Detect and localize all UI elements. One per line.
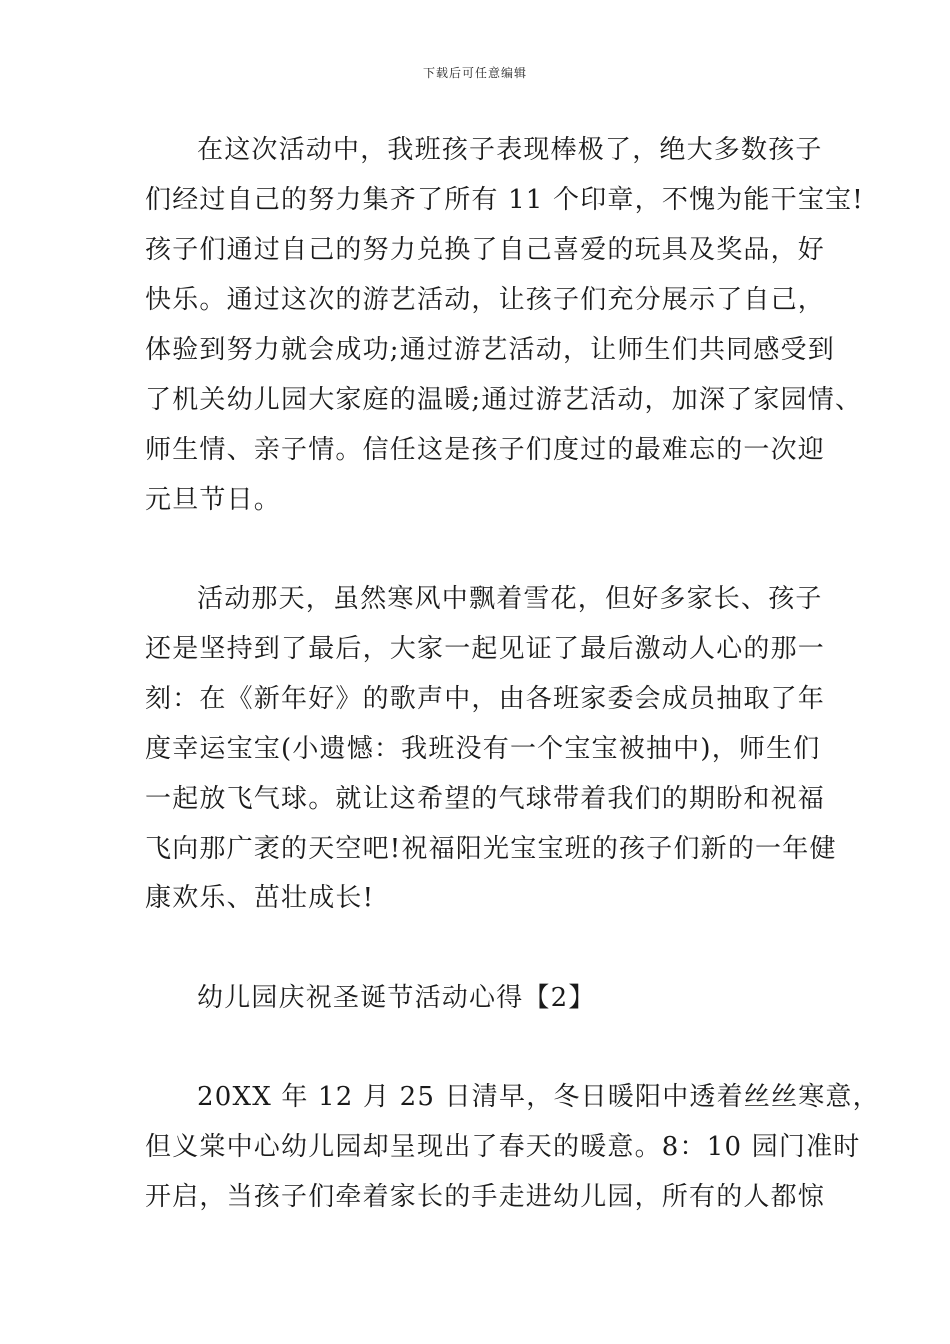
paragraph2-line: 还是坚持到了最后，大家一起见证了最后激动人心的那一 <box>145 634 826 664</box>
paragraph1-line: 们经过自己的努力集齐了所有 11 个印章，不愧为能干宝宝! <box>145 185 864 215</box>
paragraph2-line: 一起放飞气球。就让这希望的气球带着我们的期盼和祝福 <box>145 784 826 814</box>
paragraph1-line: 体验到努力就会成功;通过游艺活动，让师生们共同感受到 <box>145 335 835 365</box>
paragraph1-line: 孩子们通过自己的努力兑换了自己喜爱的玩具及奖品，好 <box>145 235 826 265</box>
header-note: 下载后可任意编辑 <box>422 66 527 80</box>
paragraph1-line: 在这次活动中，我班孩子表现棒极了，绝大多数孩子 <box>197 135 823 165</box>
paragraph1-line: 元旦节日。 <box>145 485 282 515</box>
paragraph1-line: 了机关幼儿园大家庭的温暖;通过游艺活动，加深了家园情、 <box>145 385 863 415</box>
paragraph2-line: 刻：在《新年好》的歌声中，由各班家委会成员抽取了年 <box>145 684 826 714</box>
paragraph2-line: 康欢乐、茁壮成长! <box>145 883 375 913</box>
paragraph3-line: 20XX 年 12 月 25 日清早，冬日暖阳中透着丝丝寒意， <box>197 1082 880 1112</box>
paragraph2-line: 活动那天，虽然寒风中飘着雪花，但好多家长、孩子 <box>197 584 823 614</box>
paragraph1-line: 快乐。通过这次的游艺活动，让孩子们充分展示了自己， <box>145 285 826 315</box>
paragraph3-line: 但义棠中心幼儿园却呈现出了春天的暖意。8：10 园门准时 <box>145 1132 861 1162</box>
paragraph3-line: 开启，当孩子们牵着家长的手走进幼儿园，所有的人都惊 <box>145 1182 826 1212</box>
paragraph2-line: 度幸运宝宝(小遗憾：我班没有一个宝宝被抽中)，师生们 <box>145 734 821 764</box>
paragraph1-line: 师生情、亲子情。信任这是孩子们度过的最难忘的一次迎 <box>145 435 826 465</box>
section-title: 幼儿园庆祝圣诞节活动心得【2】 <box>197 983 596 1013</box>
paragraph2-line: 飞向那广袤的天空吧!祝福阳光宝宝班的孩子们新的一年健 <box>145 834 837 864</box>
